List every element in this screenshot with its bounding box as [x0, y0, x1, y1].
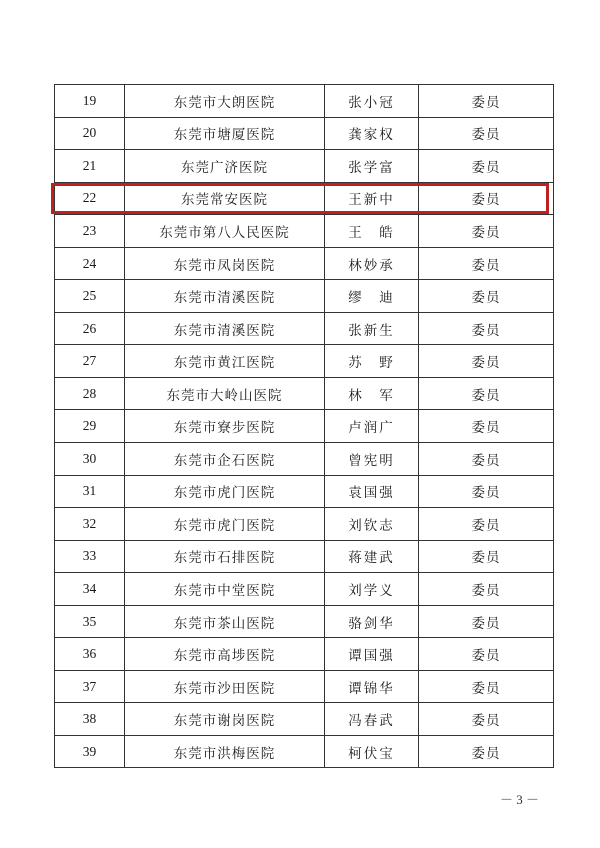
- hospital-name: 东莞市茶山医院: [125, 605, 325, 638]
- hospital-name: 东莞常安医院: [125, 182, 325, 215]
- member-role: 委员: [419, 345, 554, 378]
- hospital-name: 东莞市企石医院: [125, 443, 325, 476]
- table-row-highlighted: [55, 182, 554, 215]
- member-role: 委员: [419, 475, 554, 508]
- member-name: 林妙承: [325, 247, 419, 280]
- member-name: 张学富: [325, 150, 419, 183]
- row-number: 19: [55, 85, 125, 118]
- member-name: 苏 野: [325, 345, 419, 378]
- row-number: 24: [55, 247, 125, 280]
- table-row: [55, 345, 554, 378]
- member-name: 王 皓: [325, 215, 419, 248]
- member-role: 委员: [419, 85, 554, 118]
- hospital-name: 东莞市沙田医院: [125, 670, 325, 703]
- member-role: 委员: [419, 605, 554, 638]
- row-number: 22: [55, 182, 125, 215]
- table-row: [55, 312, 554, 345]
- hospital-name: 东莞广济医院: [125, 150, 325, 183]
- member-role: 委员: [419, 508, 554, 541]
- table-row: [55, 377, 554, 410]
- hospital-name: 东莞市石排医院: [125, 540, 325, 573]
- hospital-name: 东莞市塘厦医院: [125, 117, 325, 150]
- table-row: [55, 150, 554, 183]
- hospital-name: 东莞市虎门医院: [125, 475, 325, 508]
- member-role: 委员: [419, 280, 554, 313]
- table-row: [55, 280, 554, 313]
- hospital-name: 东莞市高埗医院: [125, 638, 325, 671]
- row-number: 32: [55, 508, 125, 541]
- hospital-name: 东莞市清溪医院: [125, 312, 325, 345]
- member-name: 林 军: [325, 377, 419, 410]
- table-row: [55, 475, 554, 508]
- member-name: 柯伏宝: [325, 735, 419, 768]
- row-number: 39: [55, 735, 125, 768]
- member-role: 委员: [419, 735, 554, 768]
- member-name: 冯春武: [325, 703, 419, 736]
- member-name: 王新中: [325, 182, 419, 215]
- member-role: 委员: [419, 150, 554, 183]
- member-role: 委员: [419, 377, 554, 410]
- row-number: 21: [55, 150, 125, 183]
- row-number: 33: [55, 540, 125, 573]
- member-name: 蒋建武: [325, 540, 419, 573]
- member-name: 卢润广: [325, 410, 419, 443]
- row-number: 37: [55, 670, 125, 703]
- member-name: 袁国强: [325, 475, 419, 508]
- member-role: 委员: [419, 638, 554, 671]
- row-number: 25: [55, 280, 125, 313]
- table-row: [55, 605, 554, 638]
- member-table: [54, 84, 554, 768]
- member-role: 委员: [419, 312, 554, 345]
- hospital-name: 东莞市谢岗医院: [125, 703, 325, 736]
- member-role: 委员: [419, 215, 554, 248]
- member-name: 谭锦华: [325, 670, 419, 703]
- table-row: [55, 703, 554, 736]
- member-role: 委员: [419, 573, 554, 606]
- member-name: 龚家权: [325, 117, 419, 150]
- member-name: 刘钦志: [325, 508, 419, 541]
- member-role: 委员: [419, 670, 554, 703]
- member-name: 骆剑华: [325, 605, 419, 638]
- table-row: [55, 638, 554, 671]
- member-name: 谭国强: [325, 638, 419, 671]
- member-role: 委员: [419, 443, 554, 476]
- member-role: 委员: [419, 703, 554, 736]
- member-name: 刘学义: [325, 573, 419, 606]
- hospital-name: 东莞市虎门医院: [125, 508, 325, 541]
- row-number: 30: [55, 443, 125, 476]
- hospital-name: 东莞市第八人民医院: [125, 215, 325, 248]
- member-role: 委员: [419, 540, 554, 573]
- row-number: 23: [55, 215, 125, 248]
- table-row: [55, 85, 554, 118]
- table-row: [55, 670, 554, 703]
- row-number: 28: [55, 377, 125, 410]
- member-role: 委员: [419, 182, 554, 215]
- member-role: 委员: [419, 410, 554, 443]
- table-row: [55, 215, 554, 248]
- row-number: 27: [55, 345, 125, 378]
- hospital-name: 东莞市清溪医院: [125, 280, 325, 313]
- member-name: 缪 迪: [325, 280, 419, 313]
- page-number: － 3 －: [500, 792, 540, 807]
- hospital-name: 东莞市大朗医院: [125, 85, 325, 118]
- table-row: [55, 247, 554, 280]
- hospital-name: 东莞市凤岗医院: [125, 247, 325, 280]
- hospital-name: 东莞市洪梅医院: [125, 735, 325, 768]
- member-role: 委员: [419, 117, 554, 150]
- row-number: 31: [55, 475, 125, 508]
- member-name: 张小冠: [325, 85, 419, 118]
- member-name: 张新生: [325, 312, 419, 345]
- table-row: [55, 443, 554, 476]
- row-number: 29: [55, 410, 125, 443]
- table-row: [55, 410, 554, 443]
- hospital-name: 东莞市寮步医院: [125, 410, 325, 443]
- row-number: 20: [55, 117, 125, 150]
- row-number: 38: [55, 703, 125, 736]
- table-row: [55, 117, 554, 150]
- row-number: 34: [55, 573, 125, 606]
- table-row: [55, 540, 554, 573]
- hospital-name: 东莞市大岭山医院: [125, 377, 325, 410]
- row-number: 35: [55, 605, 125, 638]
- hospital-name: 东莞市黄江医院: [125, 345, 325, 378]
- member-role: 委员: [419, 247, 554, 280]
- row-number: 36: [55, 638, 125, 671]
- hospital-name: 东莞市中堂医院: [125, 573, 325, 606]
- table-row: [55, 735, 554, 768]
- table-row: [55, 508, 554, 541]
- member-name: 曾宪明: [325, 443, 419, 476]
- table-row: [55, 573, 554, 606]
- row-number: 26: [55, 312, 125, 345]
